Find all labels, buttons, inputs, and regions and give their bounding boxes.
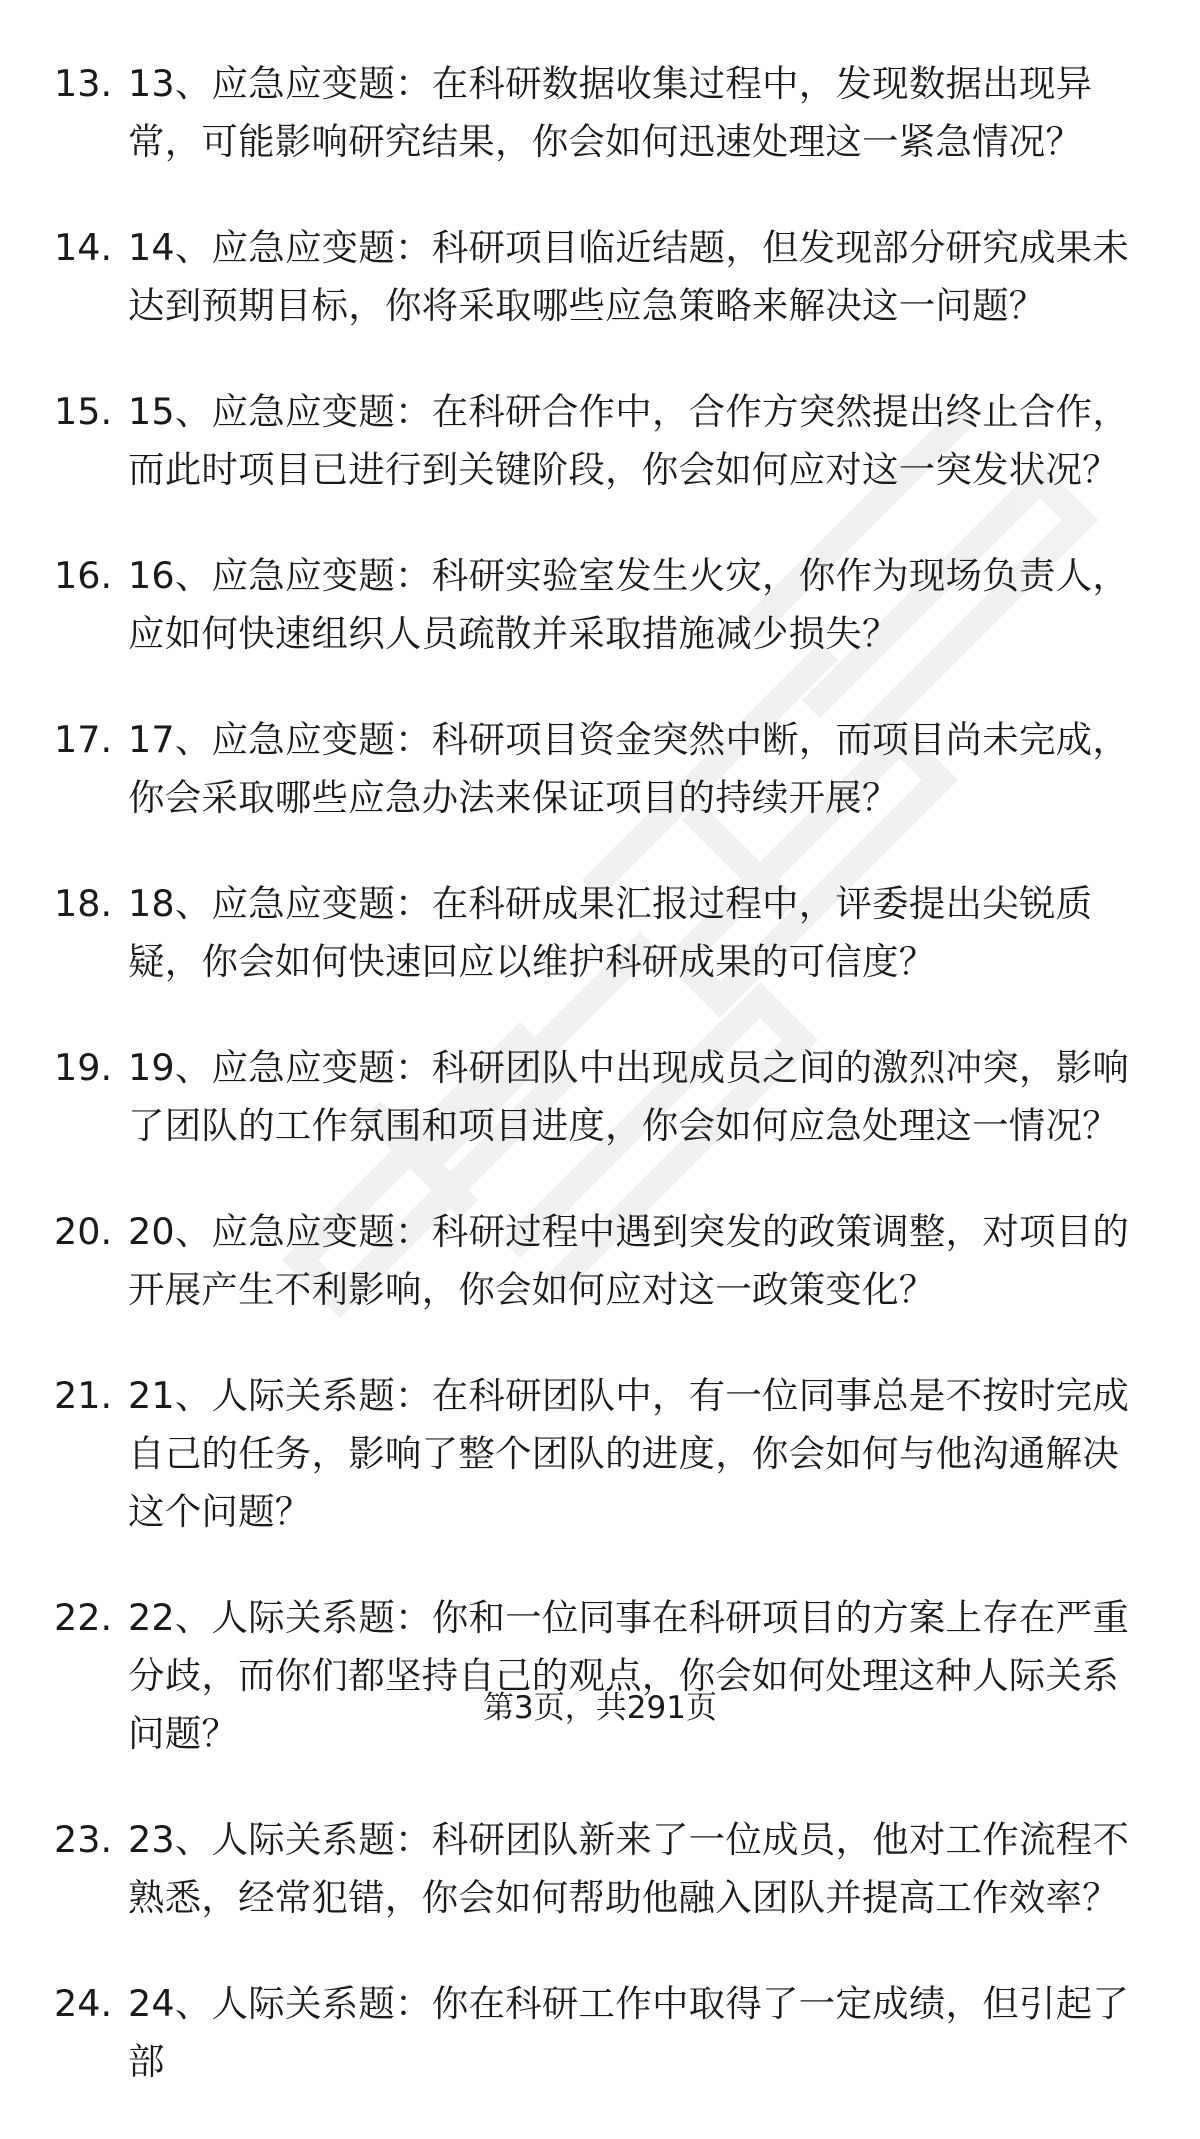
list-item-text: 17、应急应变题：科研项目资金突然中断，而项目尚未完成，你会采取哪些应急办法来保证项目的持续开展？ [128, 718, 1130, 819]
list-item [0, 1975, 1200, 2091]
list-item-number: 20. [54, 1210, 113, 1253]
list-item-text: 20、应急应变题：科研过程中遇到突发的政策调整，对项目的开展产生不利影响，你会如何应对这一政策变化？ [128, 1210, 1130, 1311]
page-footer: 第3页，共291页 [483, 1690, 717, 1726]
list-item-number: 19. [54, 1046, 113, 1089]
list-item-number: 24. [54, 1982, 113, 2025]
list-item [0, 383, 1200, 499]
list-item [0, 1589, 1200, 1763]
list-item [0, 1039, 1200, 1155]
list-item-text: 22、人际关系题：你和一位同事在科研项目的方案上存在严重分歧，而你们都坚持自己的观点，你会如何处理这种人际关系问题？ [128, 1596, 1130, 1755]
list-item-number: 17. [54, 718, 113, 761]
list-item-number: 22. [54, 1596, 113, 1639]
list-item-number: 14. [54, 226, 113, 269]
list-item-number: 16. [54, 554, 113, 597]
list-item [0, 547, 1200, 663]
list-item-number: 18. [54, 882, 113, 925]
list-item [0, 219, 1200, 335]
list-item-text: 24、人际关系题：你在科研工作中取得了一定成绩，但引起了部 [128, 1982, 1130, 2083]
list-item-text: 15、应急应变题：在科研合作中，合作方突然提出终止合作，而此时项目已进行到关键阶段，你会如何应对这一突发状况？ [128, 390, 1130, 491]
list-item-number: 13. [54, 62, 113, 105]
question-list [0, 55, 1200, 2139]
list-item [0, 1203, 1200, 1319]
list-item [0, 1811, 1200, 1927]
list-item [0, 711, 1200, 827]
list-item-text: 13、应急应变题：在科研数据收集过程中，发现数据出现异常，可能影响研究结果，你会如何迅速处理这一紧急情况？ [128, 62, 1093, 163]
list-item-text: 18、应急应变题：在科研成果汇报过程中，评委提出尖锐质疑，你会如何快速回应以维护科研成果的可信度？ [128, 882, 1093, 983]
list-item-number: 21. [54, 1374, 113, 1417]
list-item [0, 875, 1200, 991]
list-item-number: 15. [54, 390, 113, 433]
list-item-text: 16、应急应变题：科研实验室发生火灾，你作为现场负责人，应如何快速组织人员疏散并采取措施减少损失？ [128, 554, 1130, 655]
list-item [0, 55, 1200, 171]
list-item-text: 23、人际关系题：科研团队新来了一位成员，他对工作流程不熟悉，经常犯错，你会如何帮助他融入团队并提高工作效率？ [128, 1818, 1130, 1919]
list-item-text: 19、应急应变题：科研团队中出现成员之间的激烈冲突，影响了团队的工作氛围和项目进度，你会如何应急处理这一情况？ [128, 1046, 1130, 1147]
list-item [0, 1367, 1200, 1541]
list-item-text: 21、人际关系题：在科研团队中，有一位同事总是不按时完成自己的任务，影响了整个团队的进度，你会如何与他沟通解决这个问题？ [128, 1374, 1130, 1533]
list-item-number: 23. [54, 1818, 113, 1861]
list-item-text: 14、应急应变题：科研项目临近结题，但发现部分研究成果未达到预期目标，你将采取哪些应急策略来解决这一问题？ [128, 226, 1130, 327]
